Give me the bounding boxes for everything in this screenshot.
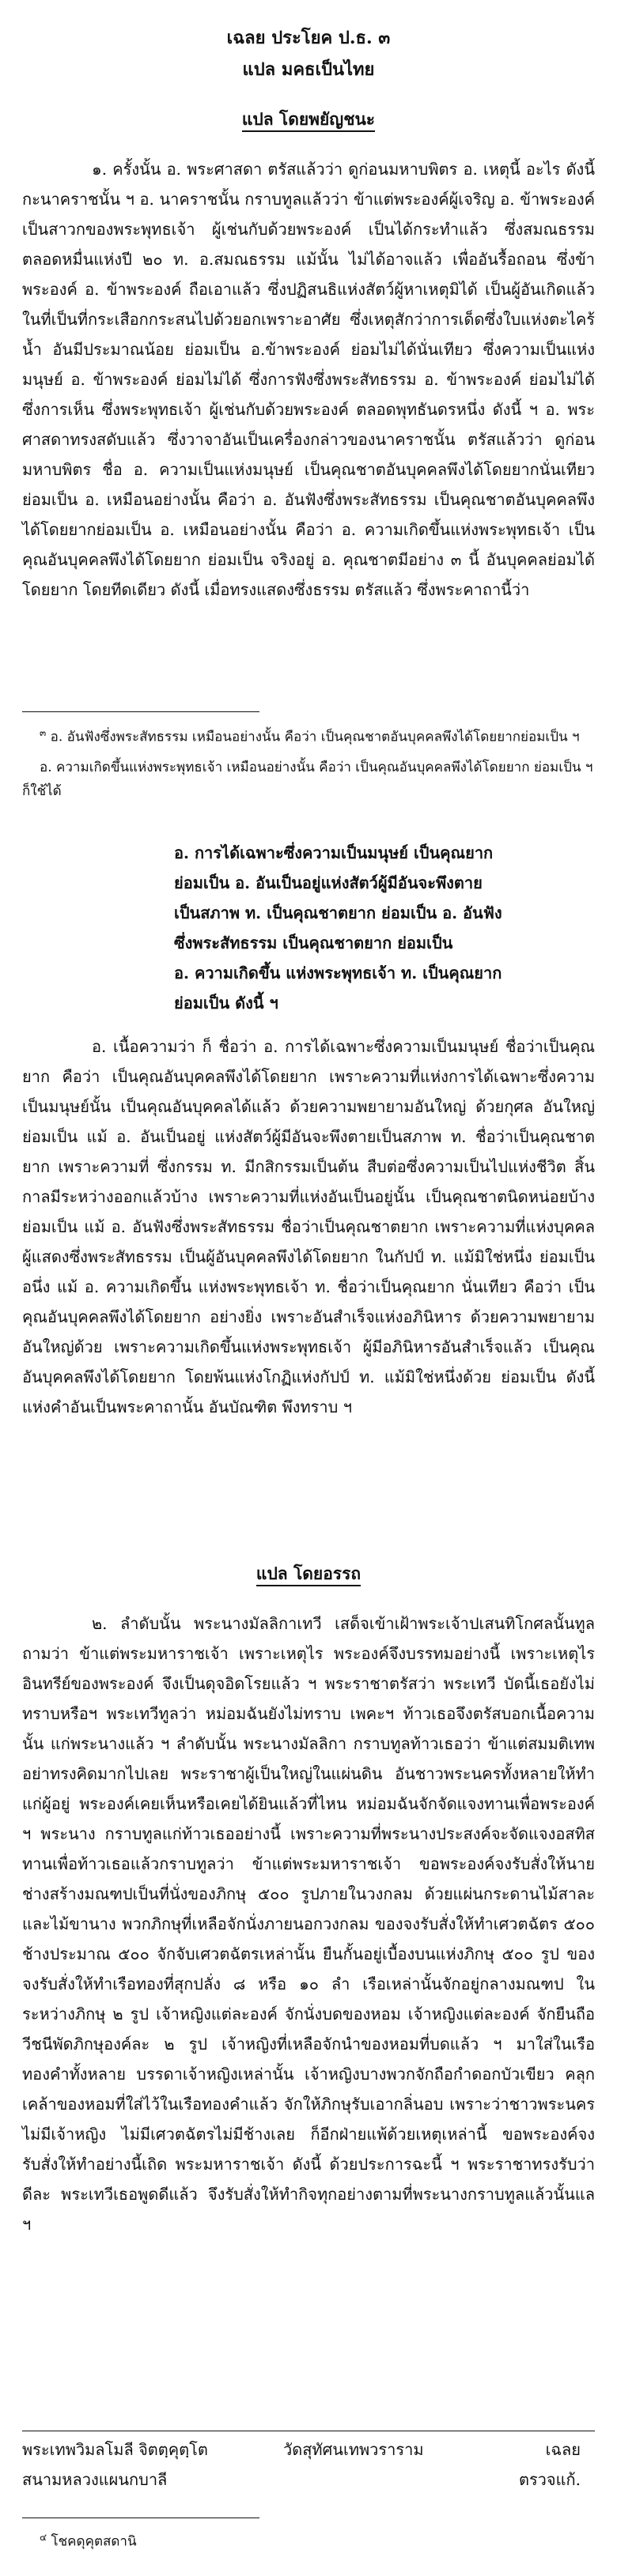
verse-line: เป็นสภาพ ท. เป็นคุณชาตยาก ย่อมเป็น อ. อันฟัง (174, 903, 502, 922)
verse-line: ย่อมเป็น อ. อันเป็นอยู่แห่งสัตว์ผู้มีอันจะพึงตาย (174, 873, 483, 892)
footnote-1: $^๓$ อ. อันฟังซึ่งพระสัทธรรม เหมือนอย่างนั้น คือว่า เป็นคุณชาตอันบุคคลพึงได้โดยยากย่อมเป็น ฯ (40, 727, 580, 745)
author-temple: วัดสุทัศนเทพวราราม (283, 2440, 424, 2459)
verse-line: อ. ความเกิดขึ้น แห่งพระพุทธเจ้า ท. เป็นคุณยาก (174, 964, 502, 983)
bottom-footnote (22, 2525, 595, 2560)
section-heading-literal-text: แปล โดยพยัญชนะ (242, 109, 375, 132)
credits-row-1 (22, 2435, 595, 2465)
footnote-2: อ. ความเกิดขึ้นแห่งพระพุทธเจ้า เหมือนอย่างนั้น คือว่า เป็นคุณอันบุคคลพึงได้โดยยาก ย่อมเป็น ฯ ก็ใช้ได้ (22, 759, 593, 799)
paragraph-1 (22, 154, 595, 605)
bottom-footnote-marker: ๔ (40, 2532, 47, 2543)
section-heading-meaning (0, 1561, 617, 1587)
verse-line: อ. การได้เฉพาะซึ่งความเป็นมนุษย์ เป็นคุณยาก (174, 843, 494, 862)
section-heading-literal (0, 107, 617, 133)
bottom-footnote-text: โชคดุคุตสดานิ (51, 2533, 137, 2550)
paragraph-1b (22, 1032, 595, 1422)
role-label-answer: เฉลย (545, 2440, 581, 2459)
paragraph-2 (22, 1609, 595, 2239)
verse-line: ซึ่งพระสัทธรรม เป็นคุณชาตยาก ย่อมเป็น (174, 933, 453, 952)
paragraph-1-text: ๑. ครั้งนั้น อ. พระศาสดา ตรัสแล้วว่า ดูก่อนมหาบพิตร อ. เหตุนี้ อะไร ดังนี้ กะนาคราชนั้น ฯ อ. นาคราชนั้น กราบทูลแล้วว่า ข้าแต่พระองค์ผู้เจริญ อ. ข้าพระองค์เป็นสาวกของพระพุทธเจ้า ผู้เช่นกับด้วยพระองค์ เป็นได้กระทำแล้ว ซึ่งสมณธรรม ตลอดหมื่นแห่งปี ๒๐ ท. อ.สมณธรรม แม้นั้น ไม่ได้อาจแล้ว เพื่ออันรื้อถอน ซึ่งข้าพระองค์ อ. ข้าพระองค์ ถือเอาแล้ว ซึ่งปฏิสนธิแห่งสัตว์ผู้หาเหตุมิได้ เป็นผู้อันเกิดแล้ว ในที่เป็นที่กระเสือกกระสนไปด้วยอกเพราะอาศัย ซึ่งเหตุสักว่าการเด็ดซึ่งใบแห่งตะไคร้น้ำ อันมีประมาณน้อย ย่อมเป็น อ.ข้าพระองค์ ย่อมไม่ได้นั่นเทียว ซึ่งความเป็นแห่งมนุษย์ อ. ข้าพระองค์ ย่อมไม่ได้ ซึ่งการฟังซึ่งพระสัทธรรม อ. ข้าพระองค์ ย่อมไม่ได้ ซึ่งการเห็น ซึ่งพระพุทธเจ้า ผู้เช่นกับด้วยพระองค์ ตลอดพุทธันดรหนึ่ง ดังนี้ ฯ อ. พระศาสดาทรงสดับแล้ว ซึ่งวาจาอันเป็นเครื่องกล่าวของนาคราชนั้น ตรัสแล้วว่า ดูก่อนมหาบพิตร ชื่อ อ. ความเป็นแห่งมนุษย์ เป็นคุณชาตอันบุคคลพึงได้โดยยากนั่นเทียว ย่อมเป็น อ. เหมือนอย่างนั้น คือว่า อ. อันฟังซึ่งพระสัทธรรม เป็นคุณชาตอันบุคคลพึงได้โดยยากย่อมเป็น อ. เหมือนอย่างนั้น คือว่า อ. ความเกิดขึ้นแห่งพระพุทธเจ้า เป็นคุณอันบุคคลพึงได้โดยยาก ย่อมเป็น จริงอยู่ อ. คุณชาตมีอย่าง ๓ นี้ อันบุคคลย่อมได้ โดยยาก โดยทีดเดียว ดังนี้ เมื่อทรงแสดงซึ่งธรรม ตรัสแล้ว ซึ่งพระคาถานี้ว่า (22, 160, 596, 599)
section-heading-meaning-text: แปล โดยอรรถ (256, 1563, 361, 1586)
footnotes-1 (22, 721, 595, 809)
bottom-footnote-line (22, 2525, 595, 2554)
answer-author: พระเทพวิมลโมลี จิตตฺคุตฺโต (22, 2440, 208, 2459)
credits-row-2 (22, 2465, 595, 2495)
footnote-divider (22, 711, 259, 712)
paragraph-2-text: ๒. ลำดับนั้น พระนางมัลลิกาเทวี เสด็จเข้าเฝ้าพระเจ้าปเสนทิโกศลนั้นทูลถามว่า ข้าแต่พระมหาราชเจ้า เพราะเหตุไร พระองค์จึงบรรทมอย่างนี้ เพราะเหตุไร อินทรีย์ของพระองค์ จึงเป็นดุจอิดโรยแล้ว ฯ พระราชาตรัสว่า พระเทวี บัดนี้เธอยังไม่ทราบหรือฯ พระเทวีทูลว่า หม่อมฉันยังไม่ทราบ เพคะฯ ท้าวเธอจึงตรัสบอกเนื้อความนั้น แก่พระนางแล้ว ฯ ลำดับนั้น พระนางมัลลิกา กราบทูลท้าวเธอว่า ข้าแต่สมมติเทพ อย่าทรงคิดมากไปเลย พระราชาผู้เป็นใหญ่ในแผ่นดิน อันชาวพระนครทั้งหลายให้ทำแก่ผู้อยู่ พระองค์เคยเห็นหรือเคยได้ยินแล้วที่ไหน หม่อมฉันจักจัดแจงทานเพื่อพระองค์ ฯ พระนาง กราบทูลแก่ท้าวเธออย่างนี้ เพราะความที่พระนางประสงค์จะจัดแจงอสทิสทานเพื่อท้าวเธอแล้วกราบทูลว่า ข้าแต่พระมหาราชเจ้า ขอพระองค์จงรับสั่งให้นายช่างสร้างมณฑปเป็นที่นั่งของภิกษุ ๕๐๐ รูปภายในวงกลม ด้วยแผ่นกระดานไม้สาละและไม้ขานาง พวกภิกษุที่เหลือจักนั่งภายนอกวงกลม ของจงรับสั่งให้ทำเศวตฉัตร ๕๐๐ ช้างประมาณ ๕๐๐ จักจับเศวตฉัตรเหล่านั้น ยืนกั้นอยู่เบื้องบนแห่งภิกษุ ๕๐๐ รูป ของจงรับสั่งให้ทำเรือทองที่สุกปลั่ง ๘ หรือ ๑๐ ลำ เรือเหล่านั้นจักอยู่กลางมณฑป ในระหว่างภิกษุ ๒ รูป เจ้าหญิงแต่ละองค์ จักนั่งบดของหอม เจ้าหญิงแต่ละองค์ จักยืนถือวีชนีพัดภิกษุองค์ละ ๒ รูป เจ้าหญิงที่เหลือจักนำของหอมที่บดแล้ว ฯ มาใส่ในเรือทองคำทั้งหลาย บรรดาเจ้าหญิงเหล่านั้น เจ้าหญิงบางพวกจักถือกำดอกบัวเขียว คลุกเคล้าของหอมที่ใส่ไว้ในเรือทองคำแล้ว จักให้ภิกษุรับเอากลิ่นอบ เพราะว่าชาวพระนครไม่มีเจ้าหญิง ไม่มีเศวตฉัตรไม่มีช้างเลย ก็อีกฝ่ายแพ้ด้วยเหตุเหล่านี้ ขอพระองค์จงรับสั่งให้ทำอย่างนี้เถิด พระมหาราชเจ้า ดังนี้ ด้วยประการฉะนี้ ฯ พระราชาทรงรับว่า ดีละ พระเทวีเธอพูดดีแล้ว จึงรับสั่งให้ทำกิจทุกอย่างตามที่พระนางกราบทูลแล้วนั้นแล ฯ (22, 1614, 595, 2234)
document-subtitle: แปล มคธเป็นไทย (242, 59, 375, 80)
credits-block (22, 2435, 595, 2495)
verse-line: ย่อมเป็น ดังนี้ ฯ (174, 994, 278, 1013)
footnote-1-marker: ๓ (40, 727, 47, 738)
role-label-review: ตรวจแก้. (518, 2470, 581, 2489)
document-title: เฉลย ประโยค ป.ธ. ๓ (226, 28, 391, 48)
reviewer-office: สนามหลวงแผนกบาลี (22, 2470, 168, 2489)
verse-block (174, 838, 554, 1018)
paragraph-1b-text: อ. เนื้อความว่า ก็ ชื่อว่า อ. การได้เฉพาะซึ่งความเป็นมนุษย์ ชื่อว่าเป็นคุณยาก คือว่า เป็นคุณอันบุคคลพึงได้โดยยาก เพราะความที่แห่งการได้เฉพาะซึ่งความเป็นมนุษย์นั้น เป็นคุณอันบุคคลได้แล้ว ด้วยความพยายามอันใหญ่ ด้วยกุศล อันใหญ่ ย่อมเป็น แม้ อ. อันเป็นอยู่ แห่งสัตว์ผู้มีอันจะพึงตายเป็นสภาพ ท. ชื่อว่าเป็นคุณชาตยาก เพราะความที่ ซึ่งกรรม ท. มีกสิกรรมเป็นต้น สืบต่อซึ่งความเป็นไปแห่งชีวิต สิ้นกาลมีระหว่างออกแล้วบ้าง เพราะความที่แห่งอันเป็นอยู่นั้น เป็นคุณชาตนิดหน่อยบ้าง ย่อมเป็น แม้ อ. อันฟังซึ่งพระสัทธรรม ชื่อว่าเป็นคุณชาตยาก เพราะความที่แห่งบุคคลผู้แสดงซึ่งพระสัทธรรม เป็นผู้อันบุคคลพึงได้โดยยาก ในกัปป์ ท. แม้มิใช่หนึ่ง ย่อมเป็น อนึ่ง แม้ อ. ความเกิดขึ้น แห่งพระพุทธเจ้า ท. ชื่อว่าเป็นคุณยาก นั่นเทียว คือว่า เป็นคุณอันบุคคลพึงได้โดยยาก อย่างยิ่ง เพราะอันสำเร็จแห่งอภินิหาร ด้วยความพยายาม อันใหญ่ด้วย เพราะความเกิดขึ้นแห่งพระพุทธเจ้า ผู้มีอภินิหารอันสำเร็จแล้ว เป็นคุณอันบุคคลพึงได้โดยยาก โดยพ้นแห่งโกฏิแห่งกัปป์ ท. แม้มิใช่หนึ่งด้วย ย่อมเป็น ดังนี้ แห่งคำอันเป็นพระคาถานั้น อันบัณฑิต พึงทราบ ฯ (22, 1037, 595, 1416)
